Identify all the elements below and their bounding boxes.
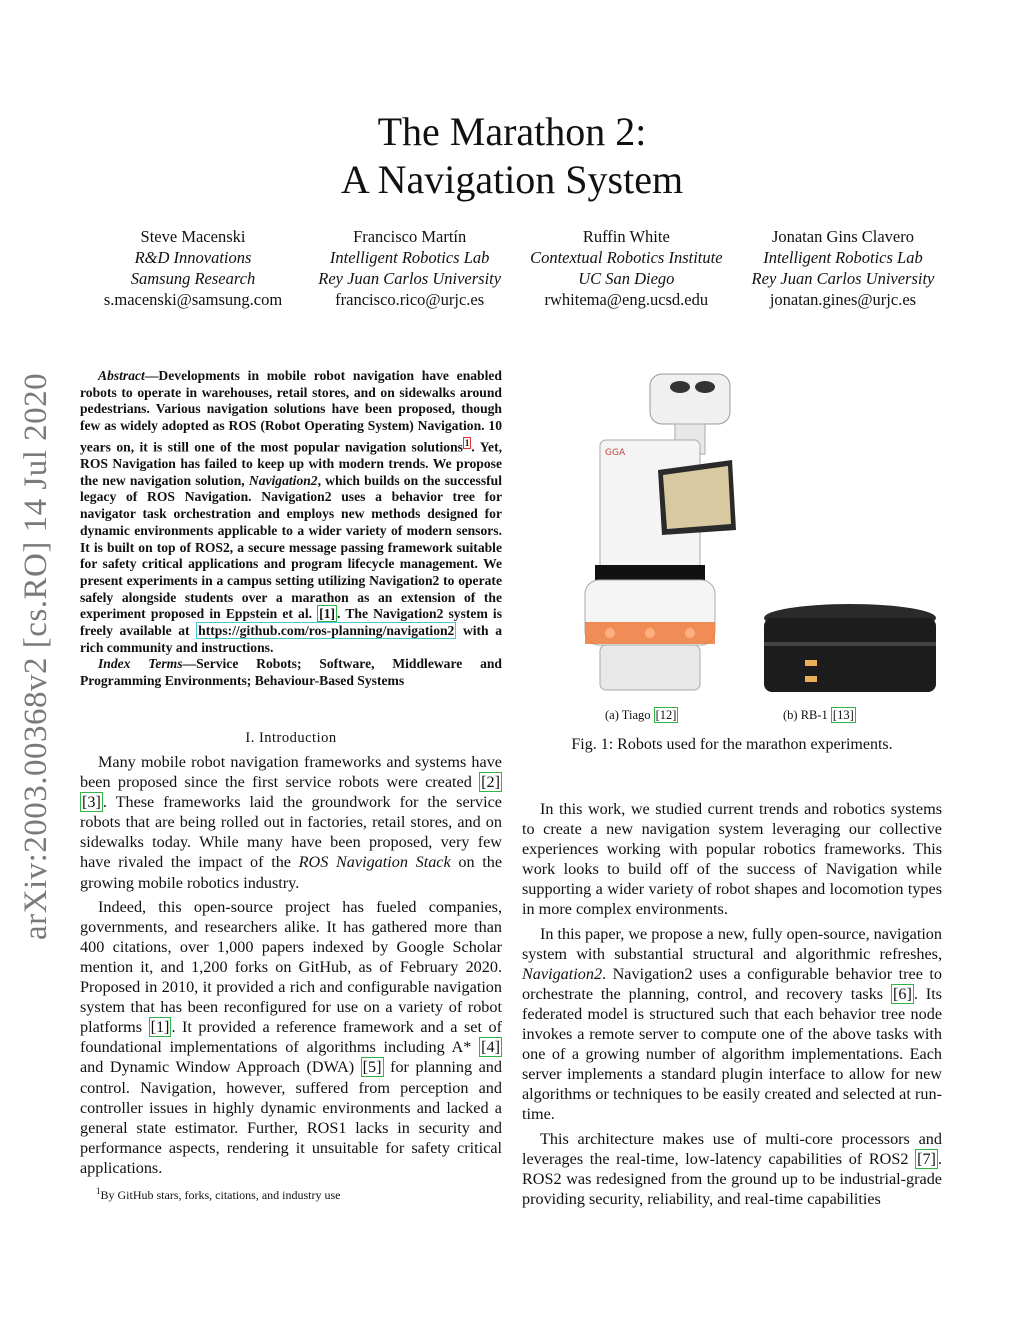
author-name: Steve Macenski	[140, 227, 246, 246]
paragraph: Many mobile robot navigation frameworks and systems have been proposed since the first service robots were created [2] [3] . These frameworks laid the groundwork for the service robots that are being rolled out in factories, retail stores, and on sidewalks today. While many have been proposed, very few have rivaled the impact of the ROS Navigation Stack on the growing mobile robotics industry.	[80, 753, 503, 892]
arxiv-identifier: arXiv:2003.00368v2 [cs.RO] 14 Jul 2020	[18, 372, 54, 940]
author-email[interactable]: rwhitema@eng.ucsd.edu	[544, 290, 709, 309]
abstract: Abstract—Developments in mobile robot navigation have enabled robots to operate in warehouses, retail stores, and on sidewalks around pedestrians. Various navigation solutions have been proposed, though few as widely adopted as ROS (Robot Operating System) Navigation. 10 years on, it is still one of the most popular navigation solutions $^1$ . Yet, ROS Navigation has failed to keep up with modern trends. We propose the new navigation solution, Navigation2, which builds on the successful legacy of ROS Navigation. Navigation2 uses a behavior tree for navigator task orchestration and employs new methods designed for dynamic environments applicable to a wider variety of modern sensors. It is built on top of ROS2, a secure message passing framework suitable for safety critical applications and program lifecycle management. We present experiments in a campus setting utilizing Navigation2 to operate safely alongside students over a marathon as an extension of the experiment proposed in Eppstein et al. [1] . The Navigation2 system is freely available at https://github.com/ros-planning/navigation2 with a rich community and instructions. Index Terms—Service Robots; Software, Middleware and Programming Environments; Behaviour-Based Systems	[80, 368, 502, 689]
citation-link[interactable]: [6]	[892, 984, 912, 1003]
author-4	[738, 226, 948, 310]
author-affiliation: R&D Innovations	[134, 248, 252, 267]
paragraph: This architecture makes use of multi-core processors and leverages the real-time, low-latency capabilities of ROS2 [7] . ROS2 was redesigned from the ground up to be industrial-grade providing security, reliability, and real-time capabilities	[522, 1129, 942, 1208]
subcaption-b: (b) RB-1 [13]	[783, 708, 854, 722]
author-affiliation: Samsung Research	[130, 269, 256, 288]
svg-text:GGA: GGA	[605, 448, 626, 458]
citation-link[interactable]: [13]	[832, 708, 854, 722]
right-column-text	[522, 799, 942, 1213]
citation-link[interactable]: [2]	[481, 773, 500, 792]
footnote: $^1$By GitHub stars, forks, citations, and industry use	[96, 1186, 341, 1202]
citation-link[interactable]: [5]	[362, 1058, 382, 1077]
robots-figure	[540, 360, 940, 710]
citation-link[interactable]: [4]	[481, 1038, 500, 1057]
citation-link[interactable]: [1]	[319, 606, 336, 622]
author-email[interactable]: s.macenski@samsung.com	[103, 290, 283, 309]
author-affiliation: Rey Juan Carlos University	[751, 269, 935, 288]
rb1-robot-image	[764, 604, 936, 692]
author-block	[88, 226, 948, 310]
paragraph: Indeed, this open-source project has fueled companies, governments, and researchers alike. It has gathered more than 400 citations, over 1,000 papers indexed by Google Scholar mention it, and 1,200 forks on GitHub, as of February 2020. Proposed in 2010, it provided a rich and configurable navigation system that has been reconfigured for use on a variety of robot platforms [1] . It provided a reference framework and a set of foundational implementations of algorithms including A* [4] and Dynamic Window Approach (DWA) [5] for planning and control. Navigation, however, suffered from perception and controller issues in highly dynamic environments and lacked a general state estimator. Further, ROS1 lacks in security and performance aspects, rendering it unsuitable for safety critical applications.	[80, 897, 502, 1177]
section-heading: I. Introduction	[245, 730, 337, 746]
author-name: Ruffin White	[582, 227, 670, 246]
author-affiliation: Intelligent Robotics Lab	[763, 248, 923, 267]
citation-link[interactable]: [1]	[150, 1018, 170, 1037]
paragraph: In this work, we studied current trends and robotics systems to create a new navigation system leveraging our collective experiences working with popular robotics frameworks. This work looks to build off of the success of Navigation while supporting a wider variety of robot shapes and locomotion types in more complex environments.	[522, 800, 942, 919]
citation-link[interactable]: [3]	[82, 793, 101, 812]
subcaption-a: (a) Tiago [12]	[605, 708, 677, 722]
abstract-label: Abstract	[98, 368, 145, 383]
tiago-robot-image	[585, 374, 736, 690]
author-email[interactable]: jonatan.gines@urjc.es	[769, 290, 917, 309]
github-url-link[interactable]: https://github.com/ros-planning/navigation2	[198, 623, 455, 639]
citation-link[interactable]: [12]	[655, 708, 677, 722]
author-affiliation: Intelligent Robotics Lab	[329, 248, 490, 267]
author-1	[88, 226, 298, 310]
index-terms: Index Terms—Service Robots; Software, Middleware and Programming Environments; Behaviour-Based Systems	[80, 656, 502, 689]
author-2	[305, 226, 515, 310]
title-line-2: A Navigation System	[340, 157, 684, 202]
author-email[interactable]: francisco.rico@urjc.es	[335, 290, 485, 309]
author-name: Francisco Martín	[353, 227, 467, 246]
introduction-text	[80, 752, 502, 1182]
author-affiliation: Contextual Robotics Institute	[530, 248, 723, 267]
author-affiliation: Rey Juan Carlos University	[318, 269, 502, 288]
author-affiliation: UC San Diego	[578, 269, 675, 288]
title-line-1: The Marathon 2:	[377, 109, 647, 154]
paper-title	[0, 108, 1024, 204]
paragraph: In this paper, we propose a new, fully open-source, navigation system with substantial structural and algorithmic refreshes, Navigation2. Navigation2 uses a configurable behavior tree to orchestrate the planning, control, and recovery tasks [6] . Its federated model is structured such that each behavior tree node invokes a remote server to compute one of the above tasks with one of a growing number of algorithm implementations. Each server implements a standard plugin interface to allow for new algorithms or techniques to be easily created and selected at run-time.	[522, 924, 942, 1124]
footnote-mark[interactable]: 1	[464, 437, 470, 448]
author-3	[521, 226, 731, 310]
figure-caption: Fig. 1: Robots used for the marathon experiments.	[571, 736, 893, 753]
author-name: Jonatan Gins Clavero	[771, 227, 914, 246]
citation-link[interactable]: [7]	[917, 1149, 936, 1168]
